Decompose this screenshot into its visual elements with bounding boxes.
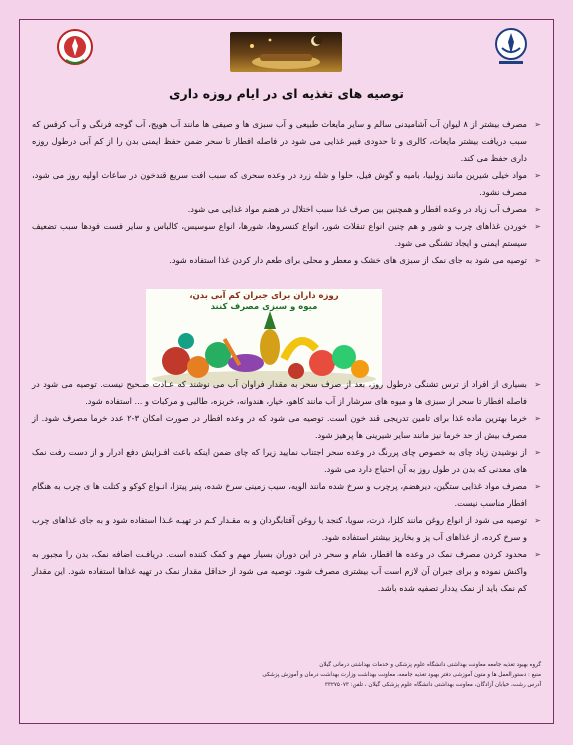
arrow-bullet-icon: ➢ (534, 222, 541, 231)
header (20, 20, 553, 76)
list-item: ➢ خرما بهترین ماده غذا برای تامین تدریجی قند خون است. توصیه می شود که در وعده افطار در صورت امکان ۳-۲ عدد خرما مصرف شود. از مصرف بیش از حد خرما نیز مانند سایر شیرینی ها پرهیز شود. (32, 410, 543, 444)
list-item: ➢ محدود کردن مصرف نمک در وعده ها افطار، شام و سحر در این دوران بسیار مهم و کمک کننده است. دریافـت اضافه نمک، بدن را مجبور به واکنش نموده و برای جبران آن لازم است آب بیشتری مصرف شود. توصیه می شود از حداقل مقدار نمک در تهیه غذاها استفاده شود. این مقدار کم نمک باید از نمک یددار تصفیه شده باشد. (32, 546, 543, 597)
page-title: توصیه های تغذیه ای در ایام روزه داری (169, 86, 404, 101)
list-item: ➢ مصرف آب زیاد در وعده افطار و همچنین بین صرف غذا سبب اختلال در هضم مواد غذایی می شود. (32, 201, 543, 218)
poster (19, 19, 554, 724)
arrow-bullet-icon: ➢ (534, 380, 541, 389)
footer-line: آدرس رشت، خیابان آزادگان، معاونت بهداشتی دانشگاه علوم پزشکی گیلان ، تلفن: ۳۳۲۷۵۰۷۳ (324, 682, 541, 688)
arrow-bullet-icon: ➢ (534, 516, 541, 525)
list-item: ➢ مصرف بیشتر از ۸ لیوان آب آشامیدنی سالم و سایر مایعات طبیعی و آب سبزی ها و صیفی ها مانند آب هویج، آب گوجه فرنگی و آب کرفس که سبب دریافت بیشتر مایعات، کالری و تا حدودی فیبر غذایی می شود در فاصله افطار تا سحر ضمن حفظ ایمنی بدن را از کم آبی درطول روزه داری حفظ می کند. (32, 116, 543, 167)
list-item: ➢ مواد خیلی شیرین مانند زولبیا، بامیه و گوش فیل، حلوا و شله زرد در وعده سحری که سبب افت سریع قندخون در ساعات اولیه روز می شود، مصرف نشود. (32, 167, 543, 201)
ramadan-banner-image (230, 32, 342, 72)
fruit-caption: روزه داران برای جبران کم آبی بدن، میوه و سبزی مصرف کنند (189, 291, 339, 312)
advice-list-bottom (32, 376, 543, 597)
advice-list-top (32, 116, 543, 269)
arrow-bullet-icon: ➢ (534, 256, 541, 265)
arrow-bullet-icon: ➢ (534, 550, 541, 559)
list-item: ➢ مصرف مواد غذایی ستگین، دیرهضم، پرچرب و سرخ شده مانند الویه، سیب زمینی سرخ شده، پنیر پیتزا، انـواع کوکو و کتلت ها ی چرب به هنگام افطار مناسب نیست. (32, 478, 543, 512)
footer-line: منبع : دستورالعمل ها و متون آموزشی دفتر بهبود تغذیه جامعه، معاونت بهداشت وزارت بهداشت درمان و آموزش پزشکی (262, 672, 541, 678)
arrow-bullet-icon: ➢ (534, 171, 541, 180)
fruits-vegetables-image (146, 289, 382, 386)
university-emblem-icon (54, 26, 96, 68)
list-item: ➢ بسیاری از افراد از ترس تشنگی درطول روز، بعد از صرف سحر به مقدار فراوان آب می نوشند که عـادت صـحیح نیست. توصیه می شود در فاصله افطار تا سحر از سبزی ها و میوه های سرشار از آب مانند کاهو، خیار، هندوانه، خربزه، طالبی و مرکبات و ... استفاده شود. (32, 376, 543, 410)
footer-line: گروه بهبود تغذیه جامعه معاونت بهداشتی دانشگاه علوم پزشکی و خدمات بهداشتی درمانی گیلان (319, 662, 541, 668)
list-item: ➢ خوردن غذاهای چرب و شور و هم چنین انواع تنقلات شور، انواع کنسروها، شورها، انواع سوسیس، کالباس و سایر فست فودها سبب تضعیف سیستم ایمنی و ایجاد تشنگی می شود. (32, 218, 543, 252)
footer-credits (32, 660, 541, 690)
arrow-bullet-icon: ➢ (534, 482, 541, 491)
health-deputy-logo-icon (491, 26, 531, 68)
arrow-bullet-icon: ➢ (534, 120, 541, 129)
list-item: ➢ توصیه می شود به جای نمک از سبزی های خشک و معطر و محلی برای طعم دار کردن غذا استفاده شود. (32, 252, 543, 269)
arrow-bullet-icon: ➢ (534, 414, 541, 423)
list-item: ➢ از نوشیدن زیاد چای به خصوص چای پررنگ در وعده سحر اجتناب نمایید زیرا که چای ضمن اینکه باعث افـزایش دفع ادرار و از دست رفت نمک های معدنی که بدن در طول روز به آن احتیاج دارد می شود. (32, 444, 543, 478)
arrow-bullet-icon: ➢ (534, 448, 541, 457)
list-item: ➢ توصیه می شود از انواع روغن مانند کلزا، ذرت، سویا، کنجد یا روغن آفتابگردان و به مقـدار کـم در تهیـه غـذا استفاده شود و به جای غذاهای چرب و سرخ کرده، از غذاهای آب پز و بخارپز بیشتر استفاده شود. (32, 512, 543, 546)
arrow-bullet-icon: ➢ (534, 205, 541, 214)
